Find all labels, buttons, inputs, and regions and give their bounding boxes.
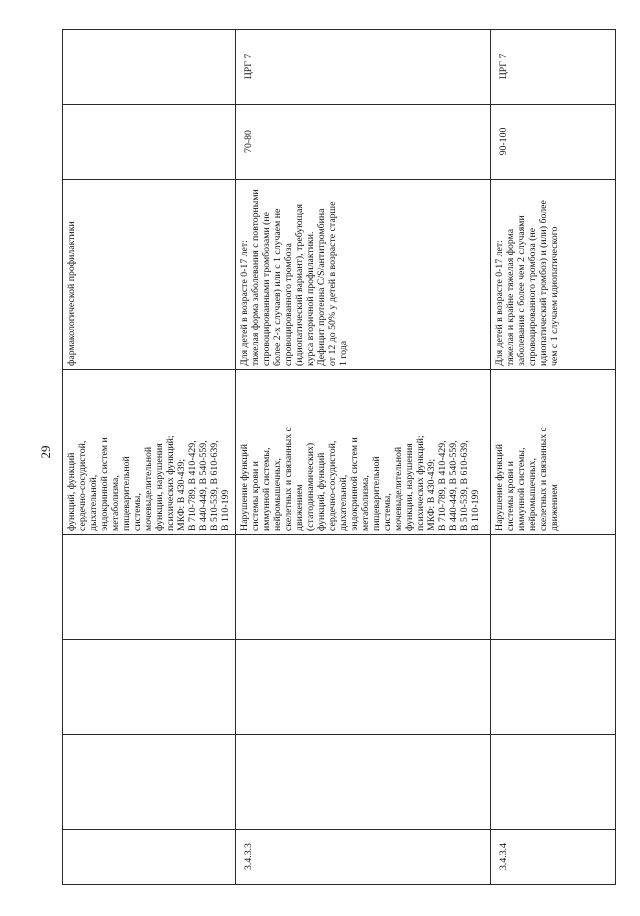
empty-cell — [236, 534, 491, 639]
empty-cell — [491, 534, 616, 639]
group-cell: ЦРГ 7 — [491, 29, 616, 104]
percent-cell: 90-100 — [491, 104, 616, 179]
criteria-cell: Для детей в возрасте 0-17 лет: тяжелая и крайне тяжелая форма заболевания с более чем 2 случаями спровоцированного тромбоза (не идиопатический тромбоз) и (или) более чем с 1 случаем идиопатического — [491, 179, 616, 369]
group-cell: ЦРГ 7 — [236, 29, 491, 104]
empty-cell — [63, 534, 236, 639]
disorders-cell: Нарушение функций системы крови и иммунной системы, нейромышечных, скелетных и связанных с движением — [491, 369, 616, 534]
empty-cell — [63, 639, 236, 734]
empty-cell — [491, 639, 616, 734]
percent-cell — [63, 104, 236, 179]
page-number: 29 — [38, 445, 53, 459]
group-cell — [63, 29, 236, 104]
percent-cell: 70-80 — [236, 104, 491, 179]
empty-cell — [491, 734, 616, 829]
disorders-cell: Нарушение функций системы крови и иммунной системы, нейромышечных, скелетных и связанных с движением (статодинамических) функций, функций сердечно-сосудистой, дыхательной, эндокринной систем и метаболизма, пищеварительной системы, мочевыделительной функции, нарушения психических функций; МКФ: В 430-439; В 710-789, В 410-429, В 440-449, В 540-559, В 510-539, В 610-639, В 110-199 — [236, 369, 491, 534]
row-number-cell: 3.4.3.3 — [236, 829, 491, 884]
disorders-cell: функций, функций сердечно-сосудистой, дыхательной, эндокринной систем и метаболизма, пищеварительной системы, мочевыделительной функции, нарушения психических функций; МКФ: В 430-439; В 710-789, В 410-429, В 440-449, В 540-559, В 510-539, В 610-639, В 110-199 — [63, 369, 236, 534]
empty-cell — [236, 639, 491, 734]
classification-table — [62, 29, 616, 885]
empty-cell — [63, 734, 236, 829]
criteria-cell: фармакологической профилактики — [63, 179, 236, 369]
row-number-cell: 3.4.3.4 — [491, 829, 616, 884]
empty-cell — [236, 734, 491, 829]
criteria-cell: Для детей в возрасте 0-17 лет: тяжелая форма заболевания с повторными спровоцированными тромбозами (не более 2-х случаев) или с 1 случаем не спровоцированного тромбоза (идиопатический вариант), требующая курса вторичной профилактики. Дефицит протеина С/S/антитромбина от 12 до 50% у детей в возрасте старше 1 года — [236, 179, 491, 369]
row-number-cell — [63, 829, 236, 884]
